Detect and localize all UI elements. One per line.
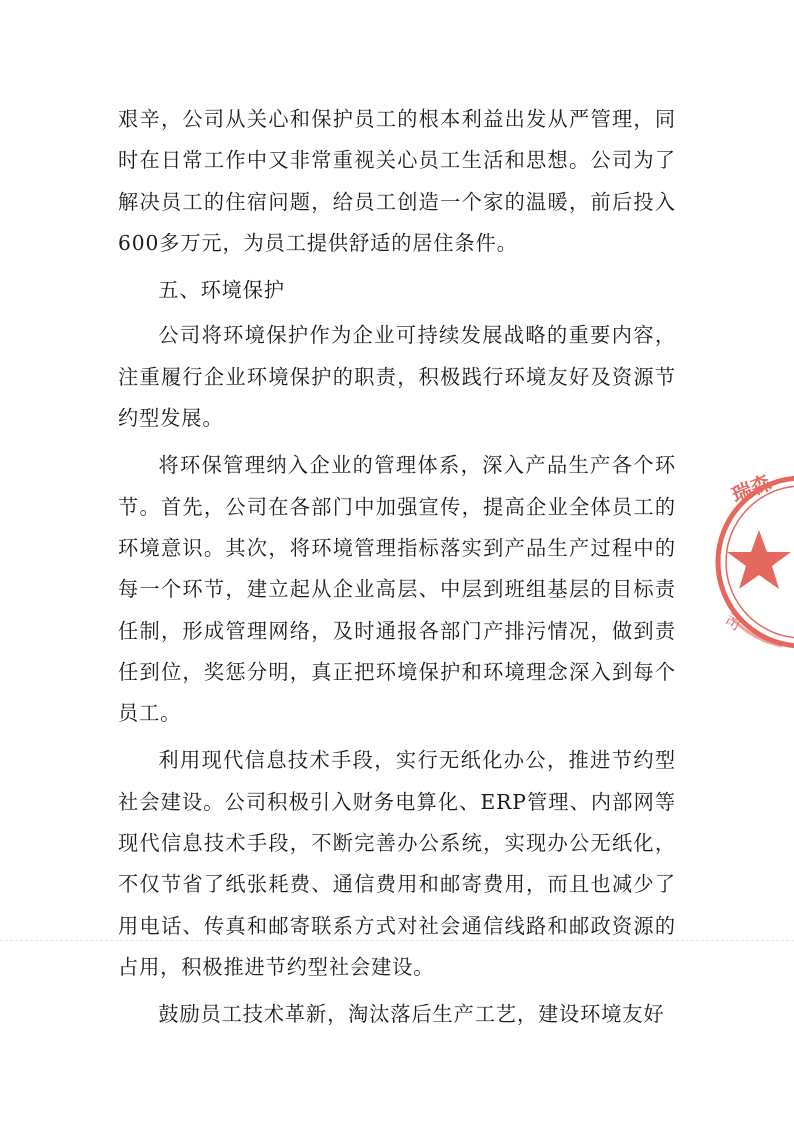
section-heading-environment: 五、环境保护 [158, 278, 285, 303]
paragraph-continuation: 艰辛，公司从关心和保护员工的根本利益出发从严管理，同时在日常工作中又非常重视关心员工生活和思想。公司为了解决员工的住宿问题，给员工创造一个家的温暖，前后投入600多万元，为员工提供舒适的居住条件。 [118, 107, 676, 255]
paragraph-management-system: 将环保管理纳入企业的管理体系，深入产品生产各个环节。首先，公司在各部门中加强宣传，提高企业全体员工的环境意识。其次，将环境管理指标落实到产品生产过程中的每一个环节，建立起从企业高层、中层到班组基层的目标责任制，形成管理网络，及时通报各部门产排污情况，做到责任到位，奖惩分明，真正把环境保护和环境理念深入到每个员工。 [118, 453, 676, 726]
seal-text-top: 瑞森 [728, 470, 775, 508]
seal-text-bottom: 司 [721, 610, 745, 635]
seal-star-icon [727, 530, 791, 589]
company-seal-stamp [712, 468, 794, 656]
document-body [118, 99, 676, 1042]
paragraph-technical-innovation: 鼓励员工技术革新，淘汰落后生产工艺，建设环境友好 [158, 1002, 665, 1027]
paragraph-paperless-office: 利用现代信息技术手段，实行无纸化办公，推进节约型社会建设。公司积极引入财务电算化、ERP管理、内部网等现代信息技术手段，不断完善办公系统，实现办公无纸化，不仅节省了纸张耗费、通信费用和邮寄费用，而且也减少了用电话、传真和邮寄联系方式对社会通信线路和邮政资源的占用，积极推进节约型社会建设。 [118, 748, 676, 979]
seal-graphic [712, 468, 794, 656]
paragraph-environment-strategy: 公司将环境保护作为企业可持续发展战略的重要内容，注重履行企业环境保护的职责，积极践行环境友好及资源节约型发展。 [118, 323, 676, 431]
scan-fold-line [0, 940, 794, 941]
